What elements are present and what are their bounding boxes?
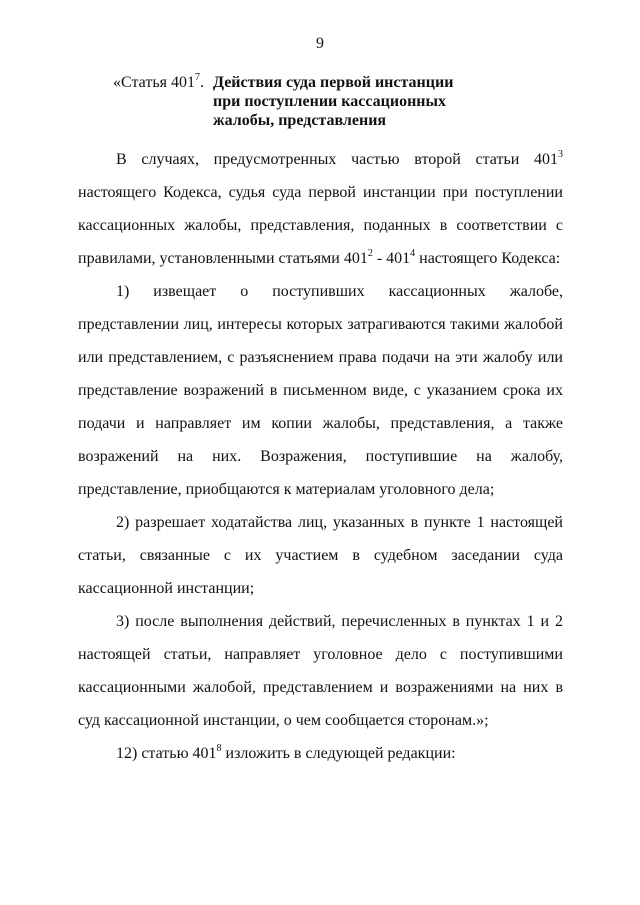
article-title-line: жалобы, представления <box>213 112 387 129</box>
article-title-line: при поступлении кассационных <box>213 93 446 110</box>
list-item-2: 2) разрешает ходатайства лиц, указанных в пункте 1 настоящей статьи, связанные с их участием в судебном заседании суда кассационной инстанции; <box>78 514 563 597</box>
page-number: 9 <box>316 35 324 52</box>
article-title <box>213 73 453 130</box>
list-item-12: 12) статью $401^8$ изложить в следующей редакции: <box>116 742 456 762</box>
document-body <box>78 143 563 770</box>
list-item-1: 1) извещает о поступивших кассационных жалобе, представлении лиц, интересы которых затрагиваются такими жалобой или представлением, с разъяснением права подачи на эти жалобу или представление возражений в письменном виде, с указанием срока их подачи и направляет им копии жалобы, представления, а также возражений на них. Возражения, поступившие на жалобу, представление, приобщаются к материалам уголовного дела; <box>78 283 563 498</box>
intro-paragraph: В случаях, предусмотренных частью второй статьи $401^3$ настоящего Кодекса, судья суда первой инстанции при поступлении кассационных жалобы, представления, поданных в соответствии с правилами, установленными статьями $401^2 - 401^4$ настоящего Кодекса: <box>78 148 563 267</box>
article-title-line: Действия суда первой инстанции <box>213 74 454 91</box>
list-item-3: 3) после выполнения действий, перечисленных в пунктах 1 и 2 настоящей статьи, направляет уголовное дело с поступившими кассационными жалобой, представлением и возражениями на них в суд кассационной инстанции, о чем сообщается сторонам.»; <box>78 613 563 729</box>
article-heading <box>113 73 573 130</box>
article-number: «Статья $401^7$. <box>113 71 204 91</box>
